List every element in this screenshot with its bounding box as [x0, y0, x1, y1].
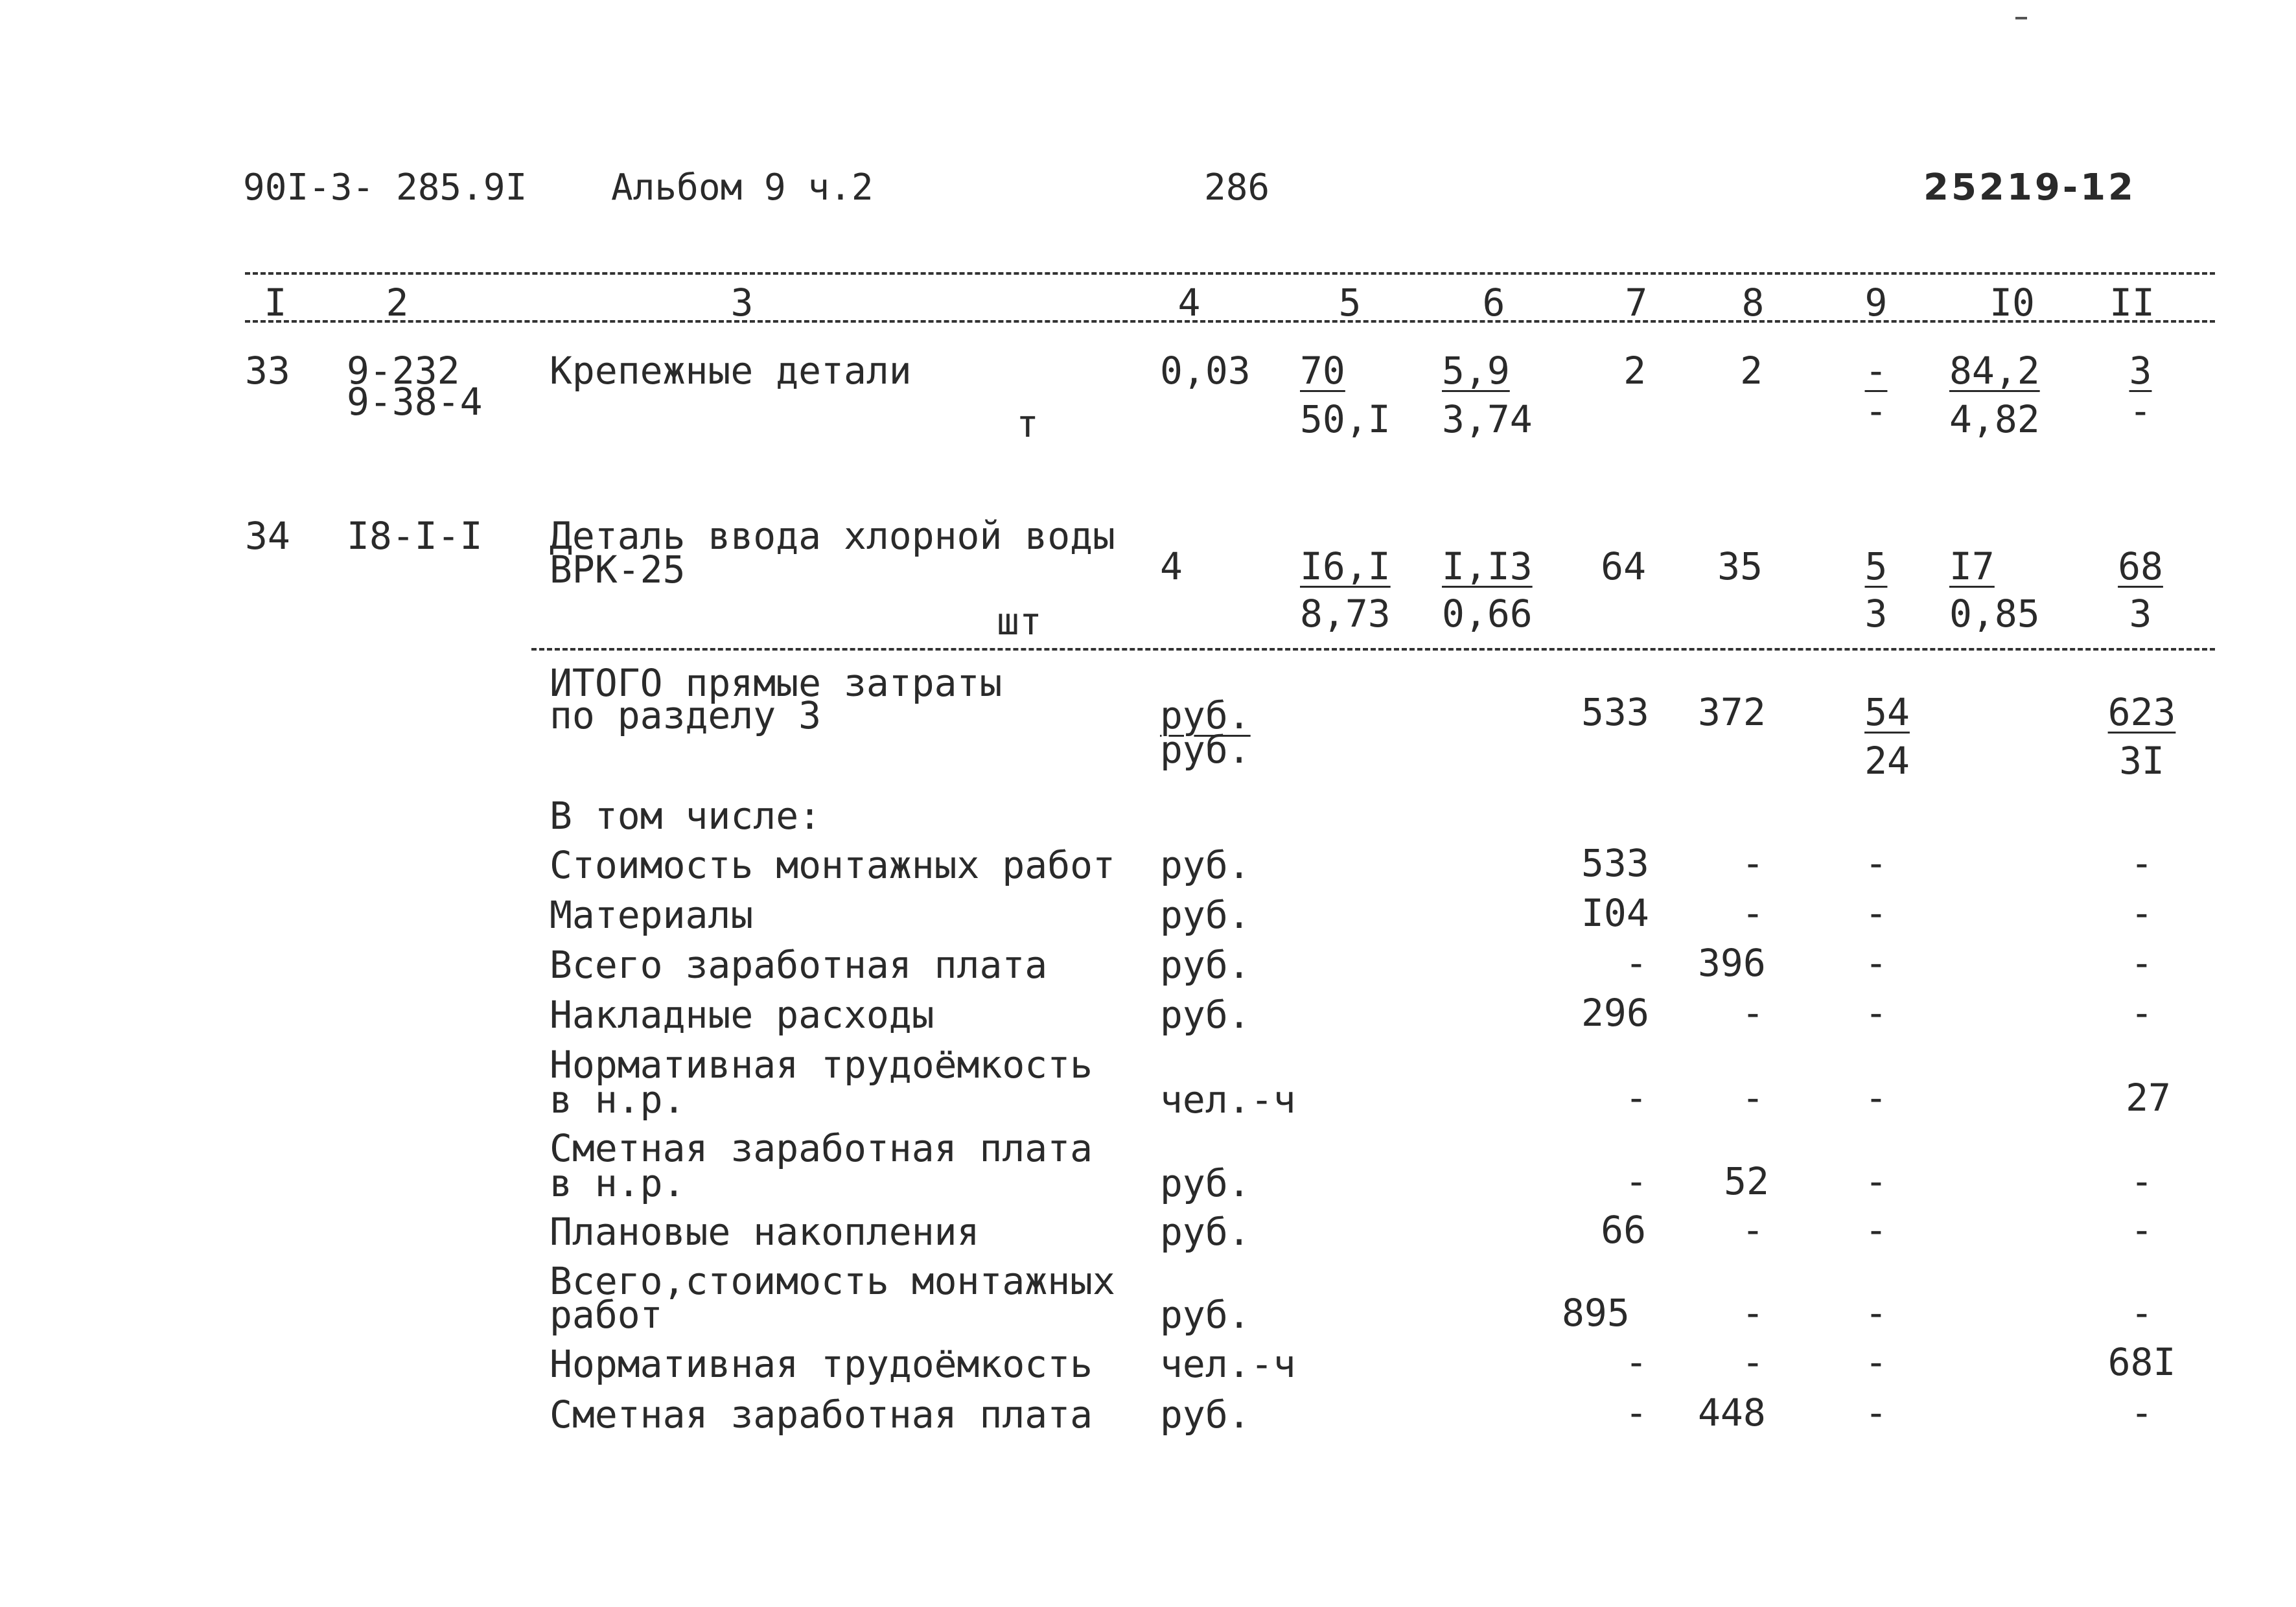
- unit-cost-bottom: 0,66: [1442, 592, 1533, 636]
- header-top-rule: [245, 272, 2215, 275]
- unit-cost-top: I,I3: [1442, 544, 1533, 588]
- unit-label: т: [1016, 402, 1039, 446]
- norm-code: 9-38-4: [347, 380, 483, 424]
- totals-value: 533: [1581, 690, 1649, 734]
- total-top: -: [1864, 349, 1888, 393]
- breakdown-value: -: [2130, 1391, 2153, 1435]
- breakdown-value: -: [2130, 1159, 2153, 1203]
- breakdown-value: -: [1864, 841, 1888, 885]
- breakdown-value: 27: [2126, 1076, 2171, 1120]
- breakdown-value: -: [1625, 1391, 1648, 1435]
- unit-cost-top: 70: [1300, 349, 1345, 393]
- breakdown-value: -: [1864, 891, 1888, 935]
- breakdown-value: 66: [1601, 1208, 1646, 1252]
- breakdown-value: -: [1741, 891, 1765, 935]
- breakdown-unit: руб.: [1160, 993, 1251, 1037]
- item-name: Крепежные детали: [550, 349, 912, 393]
- total-bottom: 3: [2129, 592, 2152, 636]
- total-value: 35: [1717, 544, 1763, 588]
- breakdown-value: -: [1741, 1291, 1765, 1335]
- breakdown-value: -: [1741, 841, 1765, 885]
- breakdown-value: 533: [1581, 841, 1649, 885]
- totals-top: 54: [1864, 690, 1910, 734]
- breakdown-label-line2: в н.р.: [550, 1078, 686, 1122]
- breakdown-value: -: [2130, 841, 2153, 885]
- unit-cost-bottom: 50,I: [1300, 397, 1391, 441]
- item-name-line2: ВРК-25: [550, 548, 686, 592]
- col-header-7: 7: [1625, 281, 1648, 325]
- total-value: 2: [1623, 349, 1646, 393]
- breakdown-value: -: [1625, 941, 1648, 985]
- breakdown-unit: чел.-ч: [1160, 1342, 1296, 1386]
- row-number: 33: [245, 349, 290, 393]
- total-top: 84,2: [1949, 349, 2040, 393]
- breakdown-value: -: [2130, 891, 2153, 935]
- breakdown-unit: руб.: [1160, 1161, 1251, 1205]
- breakdown-value: 296: [1581, 991, 1649, 1035]
- norm-code: I8-I-I: [347, 514, 483, 558]
- totals-unit: руб.: [1160, 728, 1251, 772]
- breakdown-unit: руб.: [1160, 893, 1251, 937]
- total-bottom: 4,82: [1949, 397, 2040, 441]
- breakdown-value: -: [1741, 991, 1765, 1035]
- item-name: Деталь ввода хлорной воды: [550, 514, 1115, 558]
- total-bottom: -: [1864, 389, 1888, 433]
- col-header-5: 5: [1338, 281, 1362, 325]
- breakdown-value: -: [2130, 991, 2153, 1035]
- breakdown-value: -: [1625, 1340, 1648, 1384]
- breakdown-value: -: [1864, 1340, 1888, 1384]
- unit-cost-bottom: 8,73: [1300, 592, 1391, 636]
- breakdown-value: 448: [1698, 1391, 1766, 1435]
- total-top: I7: [1949, 544, 1995, 588]
- document-number: 25219-12: [1923, 167, 2136, 209]
- totals-top: 623: [2107, 690, 2176, 734]
- unit-cost-bottom: 3,74: [1442, 397, 1533, 441]
- total-bottom: 3: [1864, 592, 1888, 636]
- breakdown-value: I04: [1581, 891, 1649, 935]
- album-label: Альбом 9 ч.2: [611, 167, 874, 209]
- including-label: В том числе:: [550, 794, 822, 838]
- totals-label-line2: по разделу 3: [550, 693, 822, 737]
- total-value: 64: [1601, 544, 1646, 588]
- breakdown-value: -: [1864, 1076, 1888, 1120]
- unit-cost-top: I6,I: [1300, 544, 1391, 588]
- unit-label: шт: [997, 599, 1042, 643]
- breakdown-value: -: [1741, 1076, 1765, 1120]
- quantity: 4: [1160, 544, 1183, 588]
- col-header-11: II: [2109, 281, 2155, 325]
- breakdown-value: -: [1741, 1340, 1765, 1384]
- col-header-1: I: [264, 281, 287, 325]
- breakdown-unit: руб.: [1160, 1393, 1251, 1437]
- breakdown-value: -: [1864, 1159, 1888, 1203]
- col-header-2: 2: [386, 281, 409, 325]
- row-number: 34: [245, 514, 290, 558]
- scan-mark: [2015, 17, 2027, 19]
- breakdown-value: -: [1625, 1076, 1648, 1120]
- breakdown-value: -: [1864, 1208, 1888, 1252]
- header-bottom-rule: [245, 320, 2215, 323]
- breakdown-value: 895: [1562, 1291, 1630, 1335]
- totals-value: 372: [1698, 690, 1766, 734]
- norm-code: 9-232: [347, 349, 460, 393]
- unit-cost-top: 5,9: [1442, 349, 1510, 393]
- breakdown-value: -: [2130, 1291, 2153, 1335]
- breakdown-value: -: [1864, 1391, 1888, 1435]
- breakdown-value: -: [1864, 991, 1888, 1035]
- breakdown-label: Накладные расходы: [550, 993, 934, 1037]
- breakdown-label: Всего заработная плата: [550, 943, 1048, 987]
- total-value: 2: [1740, 349, 1763, 393]
- col-header-9: 9: [1864, 281, 1888, 325]
- col-header-4: 4: [1177, 281, 1201, 325]
- total-top: 3: [2129, 349, 2152, 393]
- project-code: 90I-3- 285.9I: [243, 167, 528, 209]
- breakdown-unit: руб.: [1160, 1293, 1251, 1337]
- total-top: 5: [1864, 544, 1888, 588]
- total-bottom: 0,85: [1949, 592, 2040, 636]
- breakdown-label-line2: в н.р.: [550, 1161, 686, 1205]
- quantity: 0,03: [1160, 349, 1251, 393]
- breakdown-value: -: [1864, 1291, 1888, 1335]
- breakdown-label: Сметная заработная плата: [550, 1393, 1093, 1437]
- total-top: 68: [2118, 544, 2163, 588]
- breakdown-label: Сметная заработная плата: [550, 1126, 1093, 1170]
- col-header-6: 6: [1482, 281, 1505, 325]
- breakdown-unit: руб.: [1160, 843, 1251, 887]
- breakdown-value: -: [1741, 1208, 1765, 1252]
- totals-label: ИТОГО прямые затраты: [550, 661, 1003, 705]
- breakdown-value: -: [2130, 1208, 2153, 1252]
- breakdown-value: -: [1864, 941, 1888, 985]
- totals-separator: [531, 648, 2215, 651]
- breakdown-value: -: [1625, 1159, 1648, 1203]
- breakdown-label: Стоимость монтажных работ: [550, 843, 1115, 887]
- col-header-3: 3: [730, 281, 754, 325]
- col-header-10: I0: [1989, 281, 2035, 325]
- breakdown-unit: руб.: [1160, 1210, 1251, 1254]
- breakdown-label: Материалы: [550, 893, 754, 937]
- breakdown-value: -: [2130, 941, 2153, 985]
- breakdown-label: Нормативная трудоёмкость: [550, 1342, 1093, 1386]
- total-bottom: -: [2129, 389, 2152, 433]
- totals-bottom: 24: [1864, 739, 1910, 783]
- breakdown-label: Всего,стоимость монтажных: [550, 1259, 1115, 1303]
- breakdown-unit: чел.-ч: [1160, 1078, 1296, 1122]
- breakdown-value: 396: [1698, 941, 1766, 985]
- breakdown-unit: руб.: [1160, 943, 1251, 987]
- totals-unit: руб.: [1160, 693, 1251, 737]
- col-header-8: 8: [1741, 281, 1765, 325]
- breakdown-label: Нормативная трудоёмкость: [550, 1043, 1093, 1087]
- breakdown-value: 52: [1724, 1159, 1769, 1203]
- page-number: 286: [1204, 167, 1270, 209]
- breakdown-label-line2: работ: [550, 1293, 663, 1337]
- totals-bottom: 3I: [2119, 739, 2164, 783]
- breakdown-value: 68I: [2107, 1340, 2176, 1384]
- breakdown-label: Плановые накопления: [550, 1210, 980, 1254]
